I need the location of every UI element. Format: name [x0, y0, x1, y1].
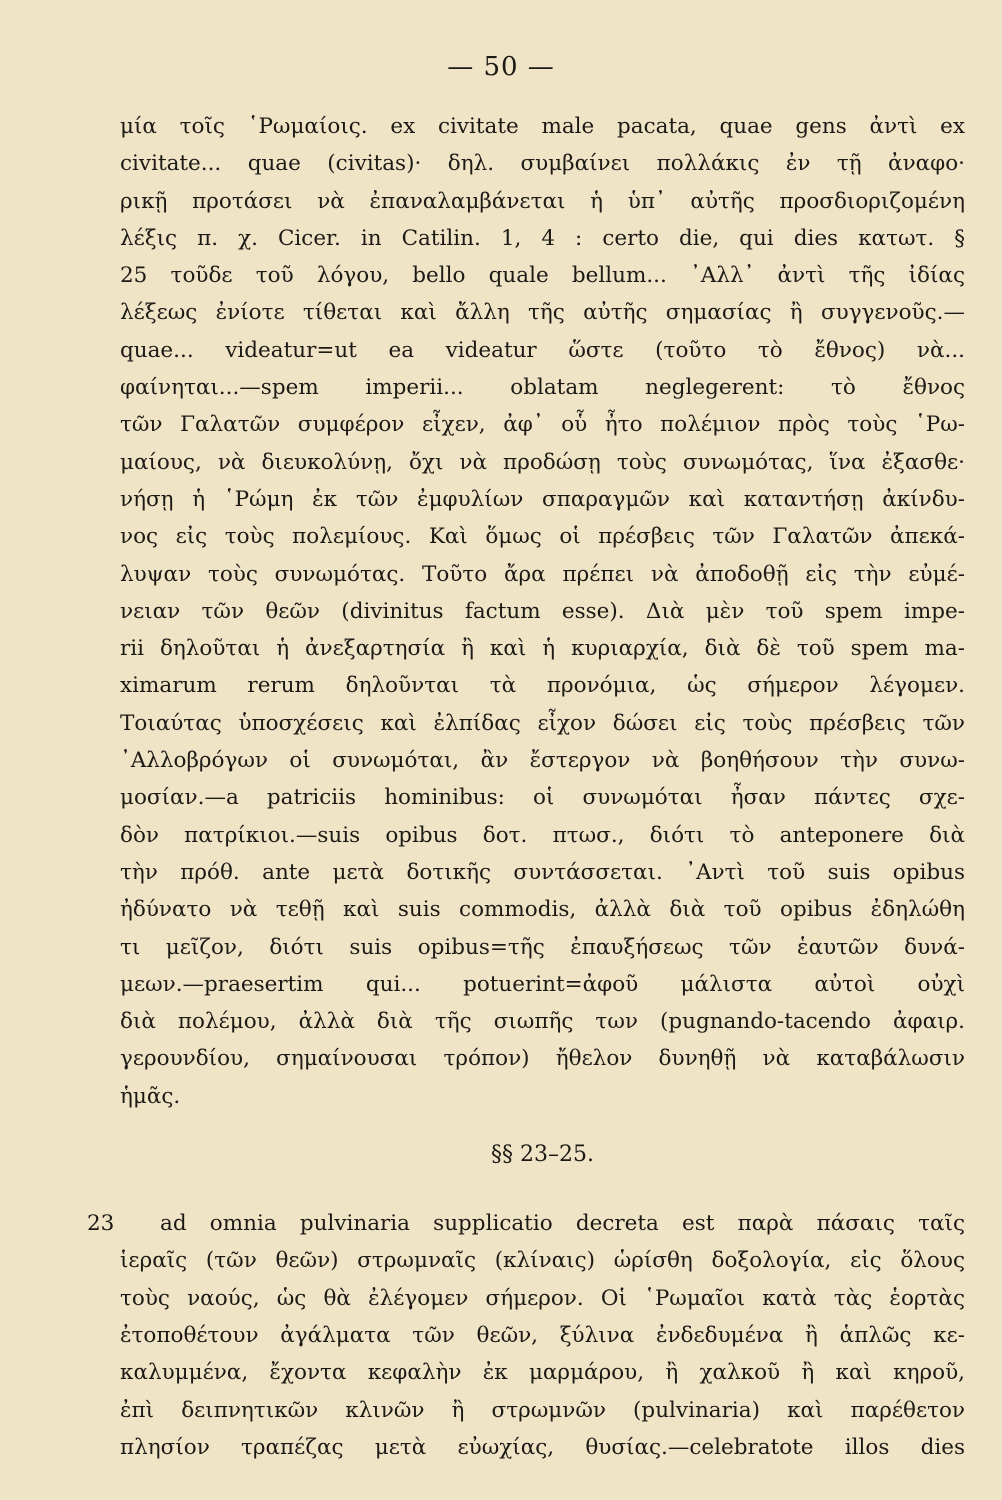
text-line: δὸν πατρίκιοι.—suis opibus δοτ. πτωσ., διότι τὸ anteponere διὰ — [120, 822, 965, 848]
text-line: φαίνηται...—spem imperii... oblatam neglegerent: τὸ ἔθνος — [120, 375, 965, 401]
section-heading: §§ 23–25. — [491, 1142, 594, 1168]
text-line: νήσῃ ἡ ῾Ρώμη ἐκ τῶν ἐμφυλίων σπαραγμῶν καὶ καταντήσῃ ἀκίνδυ- — [120, 486, 965, 512]
paragraph-number: 23 — [87, 1211, 115, 1237]
text-line: μία τοῖς ῾Ρωμαίοις. ex civitate male pacata, quae gens ἀντὶ ex — [120, 114, 965, 139]
text-line: ἡμᾶς. — [120, 1083, 181, 1109]
text-line: civitate... quae (civitas)· δηλ. συμβαίνει πολλάκις ἐν τῇ ἀναφο· — [120, 151, 965, 177]
text-line: Τοιαύτας ὑποσχέσεις καὶ ἐλπίδας εἶχον δώσει εἰς τοὺς πρέσβεις τῶν — [120, 710, 965, 736]
text-line: ἐτοποθέτουν ἀγάλματα τῶν θεῶν, ξύλινα ἐνδεδυμένα ἢ ἁπλῶς κε- — [120, 1322, 965, 1348]
text-line: ρικῇ προτάσει νὰ ἐπαναλαμβάνεται ἡ ὑπ᾽ αὐτῆς προσδιοριζομένη — [120, 188, 965, 214]
text-line: μοσίαν.—a patriciis hominibus: οἱ συνωμόται ἦσαν πάντες σχε- — [120, 785, 965, 811]
text-line: ἠδύνατο νὰ τεθῇ καὶ suis commodis, ἀλλὰ διὰ τοῦ opibus ἐδηλώθη — [120, 897, 965, 923]
commentary-body — [87, 108, 965, 1466]
text-line: quae... videatur=ut ea videatur ὥστε (τοῦτο τὸ ἔθνος) νὰ... — [120, 337, 965, 363]
text-line: τῶν Γαλατῶν συμφέρον εἶχεν, ἀφ᾽ οὗ ἦτο πολέμιον πρὸς τοὺς ῾Ρω- — [120, 412, 965, 438]
text-line: 25 τοῦδε τοῦ λόγου, bello quale bellum... ᾽Αλλ᾽ ἀντὶ τῆς ἰδίας — [120, 263, 965, 289]
text-line: ximarum rerum δηλοῦνται τὰ προνόμια, ὡς σήμερον λέγομεν. — [120, 673, 965, 699]
text-line: νος εἰς τοὺς πολεμίους. Καὶ ὅμως οἱ πρέσβεις τῶν Γαλατῶν ἀπεκά- — [120, 524, 965, 550]
text-line: ἱεραῖς (τῶν θεῶν) στρωμναῖς (κλίναις) ὡρίσθη δοξολογία, εἰς ὅλους — [120, 1248, 965, 1274]
text-line: ad omnia pulvinaria supplicatio decreta est παρὰ πάσαις ταῖς — [160, 1211, 965, 1237]
text-line: μεων.—praesertim qui... potuerint=ἀφοῦ μάλιστα αὐτοὶ οὐχὶ — [120, 971, 965, 997]
text-line: πλησίον τραπέζας μετὰ εὐωχίας, θυσίας.—celebratote illos dies — [120, 1434, 965, 1460]
text-line: μαίους, νὰ διευκολύνῃ, ὄχι νὰ προδώσῃ τοὺς συνωμότας, ἵνα ἐξασθε· — [120, 449, 965, 475]
text-line: λέξεως ἐνίοτε τίθεται καὶ ἄλλη τῆς αὐτῆς σημασίας ἢ συγγενοῦς.— — [120, 300, 965, 326]
text-line: νειαν τῶν θεῶν (divinitus factum esse). Διὰ μὲν τοῦ spem impe- — [120, 598, 965, 624]
text-line: τοὺς ναούς, ὡς θὰ ἐλέγομεν σήμερον. Οἱ ῾Ρωμαῖοι κατὰ τὰς ἑορτὰς — [120, 1285, 965, 1311]
spacer — [120, 1175, 965, 1205]
text-line: rii δηλοῦται ἡ ἀνεξαρτησία ἢ καὶ ἡ κυριαρχία, διὰ δὲ τοῦ spem ma- — [120, 636, 965, 662]
paragraph-23 — [87, 1205, 965, 1466]
text-line: ἐπὶ δειπνητικῶν κλινῶν ἢ στρωμνῶν (pulvinaria) καὶ παρέθετον — [120, 1397, 965, 1423]
text-line: τὴν πρόθ. ante μετὰ δοτικῆς συντάσσεται. ᾽Αντὶ τοῦ suis opibus — [120, 859, 965, 885]
text-line: τι μεῖζον, διότι suis opibus=τῆς ἐπαυξήσεως τῶν ἑαυτῶν δυνά- — [120, 934, 965, 960]
text-line: λυψαν τοὺς συνωμότας. Τοῦτο ἄρα πρέπει νὰ ἀποδοθῇ εἰς τὴν εὐμέ- — [120, 561, 965, 587]
text-line: ᾽Αλλοβρόγων οἱ συνωμόται, ἂν ἔστεργον νὰ βοηθήσουν τὴν συνω- — [120, 748, 965, 774]
text-line: διὰ πολέμου, ἀλλὰ διὰ τῆς σιωπῆς των (pugnando-tacendo ἀφαιρ. — [120, 1009, 965, 1035]
text-line: γερουνδίου, σημαίνουσαι τρόπον) ἤθελον δυνηθῇ νὰ καταβάλωσιν — [120, 1046, 965, 1072]
page-number: — 50 — — [447, 52, 555, 82]
text-line: λέξις π. χ. Cicer. in Catilin. 1, 4 : certo die, qui dies κατωτ. § — [120, 225, 965, 251]
text-line: καλυμμένα, ἔχοντα κεφαλὴν ἐκ μαρμάρου, ἢ χαλκοῦ ἢ καὶ κηροῦ, — [120, 1360, 965, 1386]
